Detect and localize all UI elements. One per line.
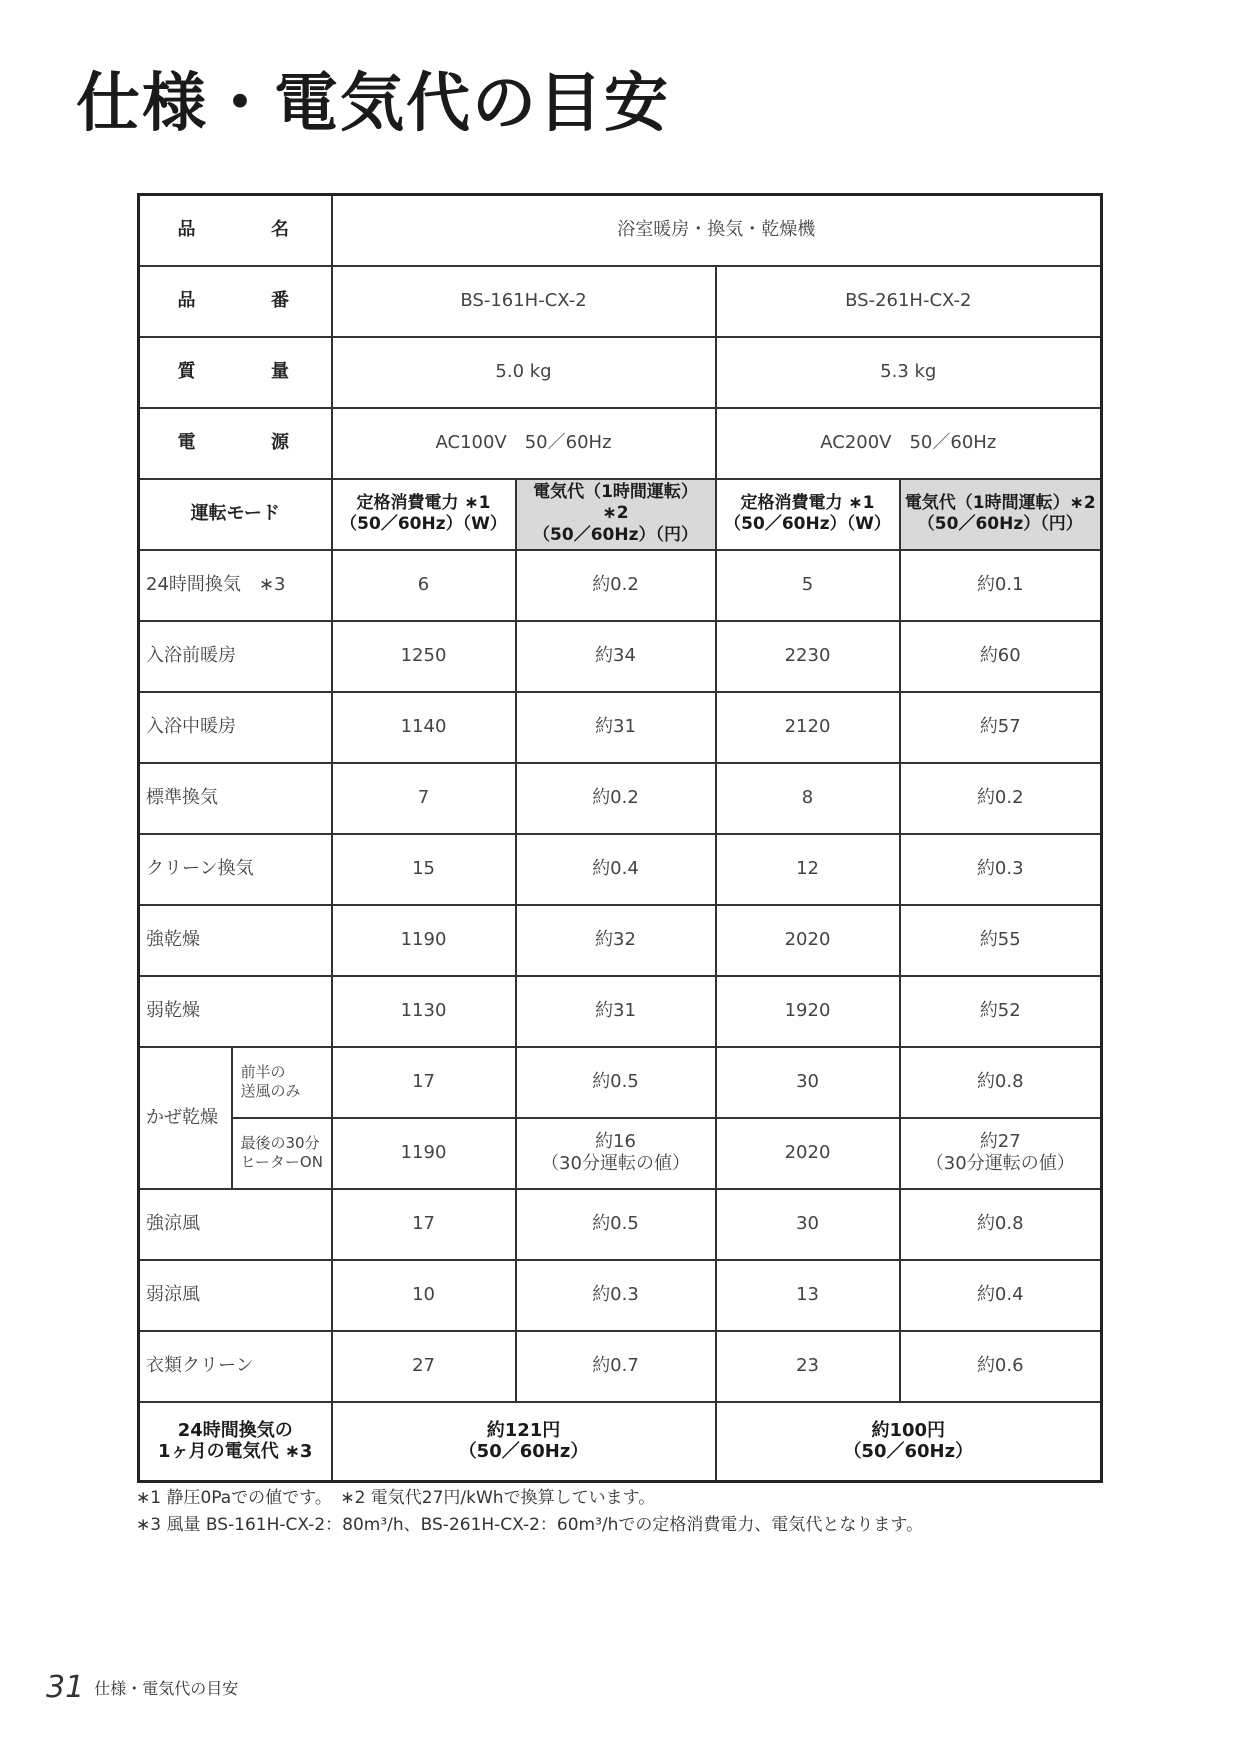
mass-label: 質 量: [139, 337, 332, 408]
row-monthly: [139, 1402, 1102, 1482]
power-w-1: 1190: [332, 1118, 516, 1189]
power-w-2: 30: [716, 1189, 900, 1260]
cost-note: （30分運転の値）: [925, 1153, 1075, 1174]
table-row: [139, 692, 1102, 763]
power-w-2: 23: [716, 1331, 900, 1402]
cost-header-line2: （50／60Hz）（円）: [917, 514, 1083, 534]
monthly-cost-value: 約121円: [486, 1419, 561, 1441]
mode-name: 衣類クリーン: [139, 1331, 332, 1402]
mode-name: 弱涼風: [139, 1260, 332, 1331]
cost-yen-2: 約0.8: [900, 1047, 1102, 1118]
mode-name: 弱乾燥: [139, 976, 332, 1047]
cost-yen-2: 約57: [900, 692, 1102, 763]
power-header-2: [716, 479, 900, 550]
power-value-2: AC200V 50／60Hz: [716, 408, 1102, 479]
mode-name: 標準換気: [139, 763, 332, 834]
kaze-sub-last-30min: [232, 1118, 332, 1189]
cost-yen-2: 約0.2: [900, 763, 1102, 834]
table-row: [139, 763, 1102, 834]
kaze-sub-first-half: [232, 1047, 332, 1118]
monthly-cost-freq: （50／60Hz）: [458, 1441, 589, 1463]
table-row: [139, 550, 1102, 621]
row-model: [139, 266, 1102, 337]
footer-title: 仕様・電気代の目安: [94, 1679, 239, 1698]
monthly-cost-value: 約100円: [871, 1419, 946, 1441]
power-w-2: 2020: [716, 905, 900, 976]
kaze-sub1-line1: 前半の: [240, 1062, 286, 1081]
cost-yen-2: 約0.6: [900, 1331, 1102, 1402]
cost-yen-1: 約0.4: [516, 834, 716, 905]
cost-yen-2: 約60: [900, 621, 1102, 692]
cost-yen-1: 約34: [516, 621, 716, 692]
power-w-1: 1250: [332, 621, 516, 692]
cost-yen-1: 約0.5: [516, 1189, 716, 1260]
power-header-line2: （50／60Hz）（W）: [724, 514, 891, 534]
model-value-2: BS-261H-CX-2: [716, 266, 1102, 337]
footnote-2: ∗3 風量 BS-161H-CX-2：80m³/h、BS-261H-CX-2：60m³/hでの定格消費電力、電気代となります。: [136, 1515, 924, 1535]
power-w-1: 1190: [332, 905, 516, 976]
cost-yen-1: 約0.3: [516, 1260, 716, 1331]
cost-yen-1: 約31: [516, 976, 716, 1047]
cost-header-line1: 電気代（1時間運転）∗2: [904, 492, 1096, 513]
table-row-kaze-1: [139, 1047, 1102, 1118]
cost-header-line2: （50／60Hz）（円）: [533, 524, 698, 545]
page-number: 31: [46, 1670, 85, 1705]
cost-yen-1: [516, 1118, 716, 1189]
power-w-2: 2120: [716, 692, 900, 763]
power-w-1: 6: [332, 550, 516, 621]
row-power: [139, 408, 1102, 479]
table-row: [139, 905, 1102, 976]
row-mass: [139, 337, 1102, 408]
power-header-line2: （50／60Hz）（W）: [340, 514, 507, 534]
cost-yen-1: 約0.5: [516, 1047, 716, 1118]
cost-yen-2: 約0.3: [900, 834, 1102, 905]
monthly-label-line2: 1ヶ月の電気代 ∗3: [158, 1441, 313, 1463]
power-w-1: 27: [332, 1331, 516, 1402]
power-w-2: 30: [716, 1047, 900, 1118]
power-w-2: 2020: [716, 1118, 900, 1189]
power-w-1: 1140: [332, 692, 516, 763]
cost-yen-2: 約0.1: [900, 550, 1102, 621]
footnote-1: ∗1 静圧0Paでの値です。 ∗2 電気代27円/kWhで換算しています。: [136, 1488, 656, 1508]
table-row: [139, 834, 1102, 905]
mass-value-1: 5.0 kg: [332, 337, 716, 408]
cost-yen-2: [900, 1118, 1102, 1189]
power-w-1: 10: [332, 1260, 516, 1331]
table-row: [139, 976, 1102, 1047]
row-product-name: [139, 195, 1102, 266]
power-w-2: 1920: [716, 976, 900, 1047]
cost-header-1: [516, 479, 716, 550]
power-w-1: 1130: [332, 976, 516, 1047]
cost-yen-1: 約31: [516, 692, 716, 763]
table-row: [139, 1260, 1102, 1331]
cost-yen-1: 約0.2: [516, 550, 716, 621]
cost-yen-1: 約32: [516, 905, 716, 976]
mode-name: 入浴前暖房: [139, 621, 332, 692]
footnotes: [136, 1485, 923, 1539]
power-label: 電 源: [139, 408, 332, 479]
monthly-cost-1: [332, 1402, 716, 1482]
power-w-1: 17: [332, 1047, 516, 1118]
power-w-2: 5: [716, 550, 900, 621]
power-header-line1: 定格消費電力 ∗1: [356, 492, 491, 513]
kaze-sub2-line2: ヒーターON: [240, 1153, 323, 1171]
mode-header: 運転モード: [139, 479, 332, 550]
power-w-1: 15: [332, 834, 516, 905]
page-footer: [46, 1670, 238, 1705]
power-header-1: [332, 479, 516, 550]
model-label: 品 番: [139, 266, 332, 337]
kaze-sub2-line1: 最後の30分: [240, 1133, 320, 1152]
power-w-2: 12: [716, 834, 900, 905]
kaze-sub1-line2: 送風のみ: [240, 1082, 301, 1100]
cost-yen-2: 約0.8: [900, 1189, 1102, 1260]
monthly-label-line1: 24時間換気の: [177, 1419, 293, 1441]
cost-value: 約27: [979, 1131, 1021, 1153]
cost-yen-2: 約52: [900, 976, 1102, 1047]
kaze-mode-name: かぜ乾燥: [139, 1047, 232, 1189]
cost-yen-1: 約0.7: [516, 1331, 716, 1402]
table-row: [139, 1189, 1102, 1260]
mode-name: クリーン換気: [139, 834, 332, 905]
product-name-label: 品 名: [139, 195, 332, 266]
mode-name: 強乾燥: [139, 905, 332, 976]
monthly-cost-freq: （50／60Hz）: [843, 1441, 974, 1463]
mass-value-2: 5.3 kg: [716, 337, 1102, 408]
cost-yen-1: 約0.2: [516, 763, 716, 834]
product-name-value: 浴室暖房・換気・乾燥機: [332, 195, 1102, 266]
monthly-cost-2: [716, 1402, 1102, 1482]
power-w-2: 8: [716, 763, 900, 834]
power-w-1: 7: [332, 763, 516, 834]
power-w-2: 13: [716, 1260, 900, 1331]
spec-table: [137, 193, 1103, 1483]
cost-value: 約16: [595, 1131, 636, 1153]
mode-name: 強涼風: [139, 1189, 332, 1260]
power-w-2: 2230: [716, 621, 900, 692]
cost-header-line1: 電気代（1時間運転）∗2: [533, 482, 698, 524]
power-header-line1: 定格消費電力 ∗1: [740, 492, 875, 513]
power-value-1: AC100V 50／60Hz: [332, 408, 716, 479]
table-row: [139, 1331, 1102, 1402]
row-header: [139, 479, 1102, 550]
table-row: [139, 621, 1102, 692]
table-row-kaze-2: [139, 1118, 1102, 1189]
cost-yen-2: 約0.4: [900, 1260, 1102, 1331]
cost-header-2: [900, 479, 1102, 550]
power-w-1: 17: [332, 1189, 516, 1260]
model-value-1: BS-161H-CX-2: [332, 266, 716, 337]
mode-name: 24時間換気 ∗3: [139, 550, 332, 621]
cost-note: （30分運転の値）: [541, 1153, 690, 1174]
page-title: 仕様・電気代の目安: [76, 67, 670, 141]
cost-yen-2: 約55: [900, 905, 1102, 976]
monthly-label: [139, 1402, 332, 1482]
mode-name: 入浴中暖房: [139, 692, 332, 763]
